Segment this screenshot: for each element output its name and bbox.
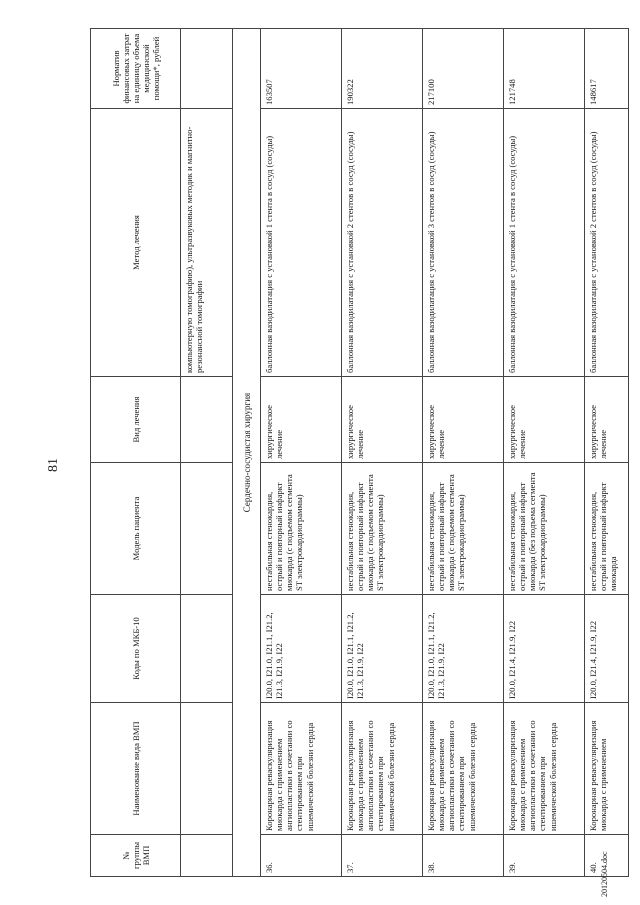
- row-name: Коронарная реваскуляризация миокарда с применением: [585, 703, 629, 835]
- col-header-name: Наименование вида ВМП: [91, 703, 181, 835]
- header-row: [91, 29, 181, 877]
- row-num: 36.: [261, 835, 342, 877]
- row-type: хирургическое лечение: [585, 377, 629, 463]
- col-header-type: Вид лечения: [91, 377, 181, 463]
- page-number: 81: [46, 458, 61, 472]
- col-header-method: Метод лечения: [91, 109, 181, 377]
- footer-filename: 20120504.doc: [600, 851, 609, 897]
- row-codes: I20.0, I21.4, I21.9, I22: [504, 595, 585, 703]
- row-model: нестабильная стенокардия, острый и повторный инфаркт миокарда (с подъемом сегмента ST электрокардиограммы): [261, 463, 342, 595]
- col-header-model: Модель пациента: [91, 463, 181, 595]
- row-num: 38.: [423, 835, 504, 877]
- table-row: [261, 29, 342, 877]
- row-codes: I20.0, I21.0, I21.1, I21.2, I21.3, I21.9, I22: [423, 595, 504, 703]
- col-header-norm: Норматив финансовых затрат на единицу объема медицинской помощи*, рублей: [91, 29, 181, 109]
- row-num: 40.: [585, 835, 629, 877]
- row-name: Коронарная реваскуляризация миокарда с применением ангиопластики в сочетании со стентированием при ишемической болезни сердца: [261, 703, 342, 835]
- row-norm: 163507: [261, 29, 342, 109]
- row-method: баллонная вазодилатация с установкой 3 стентов в сосуд (сосуды): [423, 109, 504, 377]
- row-model: нестабильная стенокардия, острый и повторный инфаркт миокарда (без подъема сегмента ST электрокардиограммы): [504, 463, 585, 595]
- row-type: хирургическое лечение: [261, 377, 342, 463]
- vmp-table: [90, 28, 629, 877]
- row-codes: I20.0, I21.0, I21.1, I21.2, I21.3, I21.9, I22: [342, 595, 423, 703]
- col-header-num: № группы ВМП: [91, 835, 181, 877]
- continuation-method: компьютерную томографию), ультразвуковых методик и магнитно-резонансной томографии: [181, 109, 233, 377]
- cell: [181, 703, 233, 835]
- col-header-codes: Коды по МКБ-10: [91, 595, 181, 703]
- row-num: 39.: [504, 835, 585, 877]
- row-method: баллонная вазодилатация с установкой 2 стентов в сосуд (сосуды): [585, 109, 629, 377]
- row-type: хирургическое лечение: [342, 377, 423, 463]
- row-codes: I20.0, I21.0, I21.1, I21.2, I21.3, I21.9, I22: [261, 595, 342, 703]
- row-type: хирургическое лечение: [504, 377, 585, 463]
- table-row: [504, 29, 585, 877]
- row-norm: 190322: [342, 29, 423, 109]
- row-name: Коронарная реваскуляризация миокарда с применением ангиопластики в сочетании со стентированием при ишемической болезни сердца: [423, 703, 504, 835]
- row-method: баллонная вазодилатация с установкой 1 стента в сосуд (сосуды): [261, 109, 342, 377]
- row-type: хирургическое лечение: [423, 377, 504, 463]
- row-num: 37.: [342, 835, 423, 877]
- section-row: [233, 29, 261, 877]
- row-method: баллонная вазодилатация с установкой 2 стентов в сосуд (сосуды): [342, 109, 423, 377]
- cell: [181, 835, 233, 877]
- table-row: [423, 29, 504, 877]
- row-norm: 148617: [585, 29, 629, 109]
- cell: [181, 29, 233, 109]
- table-row: [342, 29, 423, 877]
- row-model: нестабильная стенокардия, острый и повторный инфаркт миокарда (с подъемом сегмента ST электрокардиограммы): [342, 463, 423, 595]
- table-row: [585, 29, 629, 877]
- row-name: Коронарная реваскуляризация миокарда с применением ангиопластики в сочетании со стентированием при ишемической болезни сердца: [342, 703, 423, 835]
- row-method: баллонная вазодилатация с установкой 1 стента в сосуд (сосуды): [504, 109, 585, 377]
- row-model: нестабильная стенокардия, острый и повторный инфаркт миокарда (с подъемом сегмента ST электрокардиограммы): [423, 463, 504, 595]
- continuation-row: [181, 29, 233, 877]
- row-norm: 217100: [423, 29, 504, 109]
- row-model: нестабильная стенокардия, острый и повторный инфаркт миокарда: [585, 463, 629, 595]
- cell: [181, 595, 233, 703]
- cell: [181, 377, 233, 463]
- section-title: Сердечно-сосудистая хирургия: [233, 29, 261, 877]
- row-name: Коронарная реваскуляризация миокарда с применением ангиопластики в сочетании со стентированием при ишемической болезни сердца: [504, 703, 585, 835]
- cell: [181, 463, 233, 595]
- row-codes: I20.0, I21.4, I21.9, I22: [585, 595, 629, 703]
- row-norm: 121748: [504, 29, 585, 109]
